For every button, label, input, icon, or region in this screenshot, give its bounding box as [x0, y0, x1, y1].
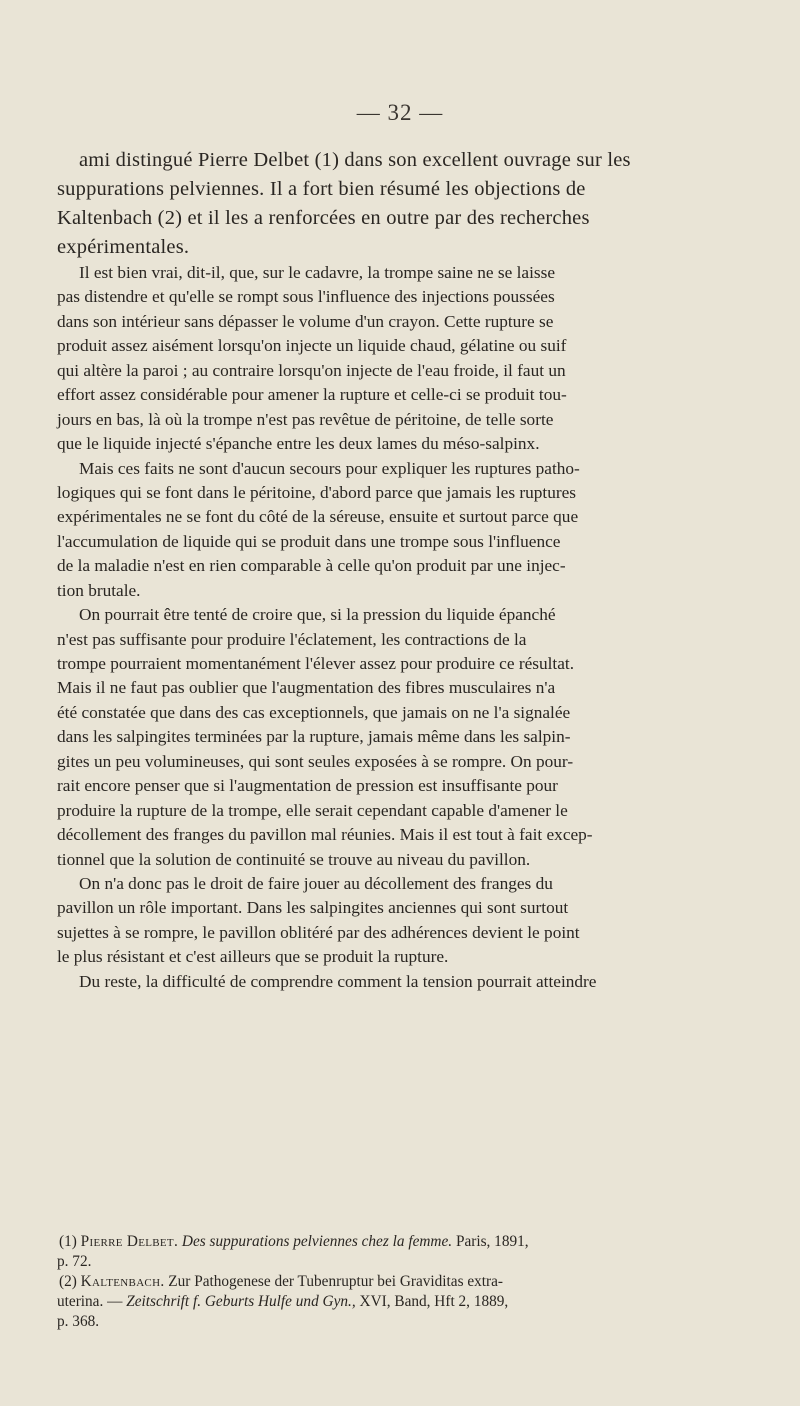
text-line: rait encore penser que si l'augmentation de pression est insuffisante pour	[57, 776, 558, 796]
footnote-journal: Zeitschrift f. Geburts Hulfe und Gyn.,	[126, 1293, 356, 1310]
text-line: expérimentales ne se font du côté de la séreuse, ensuite et surtout parce que	[57, 507, 579, 527]
text-line: expérimentales.	[57, 236, 190, 258]
text-line: gites un peu volumineuses, qui sont seules exposées à se rompre. On pour-	[57, 751, 574, 771]
text-line: qui altère la paroi ; au contraire lorsqu'on injecte de l'eau froide, il faut un	[57, 360, 566, 380]
footnote-text: Zur Pathogenese der Tubenruptur bei Graviditas extra-	[168, 1273, 504, 1290]
text-line: que le liquide injecté s'épanche entre les deux lames du méso-salpinx.	[57, 434, 540, 454]
text-line: Du reste, la difficulté de comprendre comment la tension pourrait atteindre	[79, 971, 597, 991]
text-line: pas distendre et qu'elle se rompt sous l'influence des injections poussées	[57, 287, 555, 307]
text-line: Mais ces faits ne sont d'aucun secours pour expliquer les ruptures patho-	[79, 458, 580, 478]
footnote-marker: (1)	[59, 1233, 77, 1250]
footnotes	[57, 1232, 757, 1332]
text-line: suppurations pelviennes. Il a fort bien résumé les objections de	[57, 178, 586, 200]
text-line: Kaltenbach (2) et il les a renforcées en outre par des recherches	[57, 207, 590, 229]
text-line: l'accumulation de liquide qui se produit dans une trompe sous l'influence	[57, 531, 561, 551]
text-line: produire la rupture de la trompe, elle serait cependant capable d'amener le	[57, 800, 568, 820]
footnote-marker: (2)	[59, 1273, 77, 1290]
text-line: produit assez aisément lorsqu'on injecte un liquide chaud, gélatine ou suif	[57, 336, 567, 356]
text-line: Mais il ne faut pas oublier que l'augmentation des fibres musculaires n'a	[57, 678, 556, 698]
footnote-2	[57, 1272, 757, 1292]
text-line: tion brutale.	[57, 580, 141, 600]
text-line: été constatée que dans des cas exceptionnels, que jamais on ne l'a signalée	[57, 702, 571, 722]
footnote-text: uterina. —	[57, 1293, 123, 1310]
text-line: sujettes à se rompre, le pavillon oblitéré par des adhérences devient le point	[57, 922, 580, 942]
text-line: effort assez considérable pour amener la rupture et celle-ci se produit tou-	[57, 385, 567, 405]
text-line: ami distingué Pierre Delbet (1) dans son excellent ouvrage sur les	[79, 149, 631, 171]
text-line: On n'a donc pas le droit de faire jouer au décollement des franges du	[79, 873, 553, 893]
text-line: logiques qui se font dans le péritoine, d'abord parce que jamais les ruptures	[57, 482, 577, 502]
footnote-1-continued: p. 72.	[57, 1253, 92, 1270]
footnote-2-page: p. 368.	[57, 1313, 100, 1330]
quoted-passage	[57, 261, 757, 994]
footnote-text: Paris, 1891,	[455, 1233, 529, 1250]
footnote-author: Pierre Delbet.	[80, 1233, 179, 1250]
text-line: trompe pourraient momentanément l'élever assez pour produire ce résultat.	[57, 654, 575, 673]
text-line: jours en bas, là où la trompe n'est pas revêtue de péritoine, de telle sorte	[57, 409, 554, 429]
text-line: dans les salpingites terminées par la rupture, jamais même dans les salpin-	[57, 727, 571, 747]
text-line: Il est bien vrai, dit-il, que, sur le cadavre, la trompe saine ne se laisse	[79, 263, 556, 282]
text-line: On pourrait être tenté de croire que, si la pression du liquide épanché	[79, 605, 556, 625]
intro-paragraph	[57, 146, 757, 262]
text-line: tionnel que la solution de continuité se trouve au niveau du pavillon.	[57, 849, 531, 869]
footnote-text: XVI, Band, Hft 2, 1889,	[359, 1293, 509, 1310]
text-line: décollement des franges du pavillon mal réunies. Mais il est tout à fait excep-	[57, 825, 593, 845]
text-line: le plus résistant et c'est ailleurs que se produit la rupture.	[57, 947, 449, 967]
page-number: — 32 —	[356, 100, 444, 125]
footnote-1	[57, 1232, 757, 1252]
footnote-title: Des suppurations pelviennes chez la femme.	[181, 1233, 453, 1250]
text-line: n'est pas suffisante pour produire l'éclatement, les contractions de la	[57, 629, 527, 649]
text-line: dans son intérieur sans dépasser le volume d'un crayon. Cette rupture se	[57, 311, 554, 331]
footnote-2-continued	[57, 1292, 757, 1312]
footnote-author: Kaltenbach.	[80, 1273, 165, 1290]
text-line: de la maladie n'est en rien comparable à celle qu'on produit par une injec-	[57, 556, 566, 576]
text-line: pavillon un rôle important. Dans les salpingites anciennes qui sont surtout	[57, 898, 569, 918]
